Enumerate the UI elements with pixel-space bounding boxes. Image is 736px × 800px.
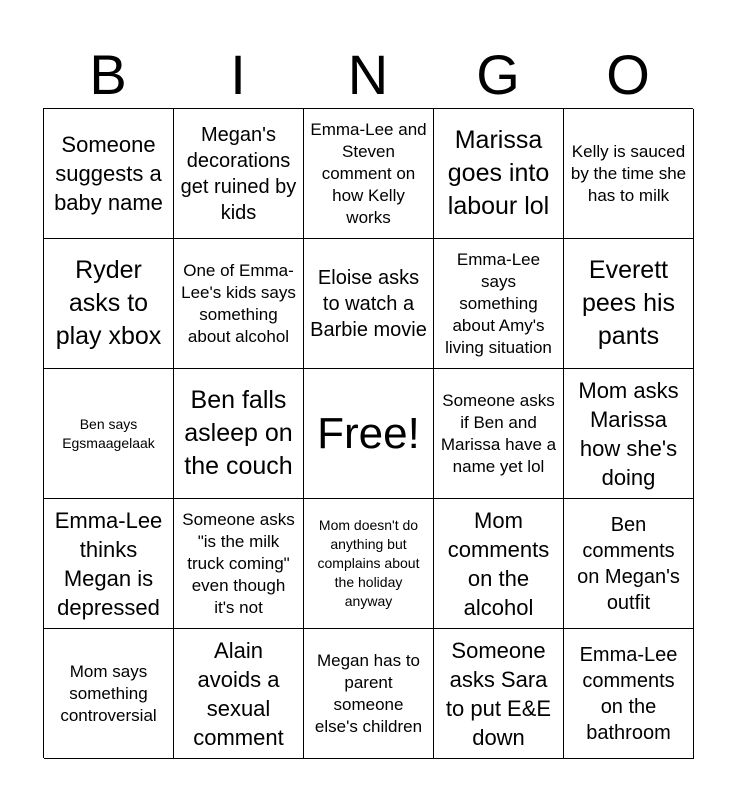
- bingo-cell-free[interactable]: [304, 369, 434, 499]
- bingo-cell-text: Megan has to parent someone else's children: [314, 650, 423, 736]
- bingo-cell-text: Someone asks Sara to put E&E down: [445, 637, 552, 750]
- bingo-cell[interactable]: [44, 369, 174, 499]
- bingo-cell[interactable]: [174, 629, 304, 759]
- bingo-cell-text: Ben falls asleep on the couch: [184, 386, 293, 480]
- bingo-cell[interactable]: [434, 109, 564, 239]
- bingo-cell[interactable]: [304, 499, 434, 629]
- bingo-cell[interactable]: [564, 629, 694, 759]
- free-space-label: Free!: [317, 408, 420, 458]
- header-letter-g: G: [476, 43, 520, 106]
- bingo-cell-text: Emma-Lee thinks Megan is depressed: [54, 507, 163, 620]
- bingo-header: [43, 40, 693, 108]
- bingo-cell-text: One of Emma-Lee's kids says something about alcohol: [181, 260, 296, 346]
- header-letter-n: N: [347, 43, 389, 106]
- bingo-cell-text: Emma-Lee says something about Amy's living situation: [445, 249, 552, 357]
- bingo-cell[interactable]: [44, 239, 174, 369]
- bingo-cell[interactable]: [304, 239, 434, 369]
- bingo-cell-text: Ryder asks to play xbox: [55, 256, 162, 350]
- header-letter-b: B: [89, 43, 127, 106]
- bingo-cell[interactable]: [564, 499, 694, 629]
- bingo-cell[interactable]: [564, 239, 694, 369]
- header-letter-o: O: [606, 43, 650, 106]
- bingo-cell[interactable]: [434, 499, 564, 629]
- bingo-cell[interactable]: [44, 629, 174, 759]
- bingo-cell-text: Emma-Lee and Steven comment on how Kelly works: [310, 119, 427, 227]
- bingo-cell-text: Everett pees his pants: [581, 256, 676, 350]
- bingo-cell[interactable]: [174, 499, 304, 629]
- bingo-cell[interactable]: [434, 369, 564, 499]
- bingo-cell-text: Alain avoids a sexual comment: [193, 637, 284, 750]
- bingo-cell[interactable]: [174, 369, 304, 499]
- bingo-cell[interactable]: [174, 239, 304, 369]
- bingo-cell-text: Mom doesn't do anything but complains about the holiday anyway: [317, 517, 420, 609]
- bingo-cell-text: Someone suggests a baby name: [54, 132, 163, 215]
- bingo-cell-text: Emma-Lee comments on the bathroom: [579, 643, 678, 744]
- bingo-cell[interactable]: [434, 629, 564, 759]
- bingo-cell-text: Mom comments on the alcohol: [447, 507, 550, 620]
- bingo-cell-text: Marissa goes into labour lol: [447, 126, 550, 220]
- bingo-cell-text: Ben comments on Megan's outfit: [577, 513, 680, 614]
- bingo-cell-text: Megan's decorations get ruined by kids: [180, 123, 297, 224]
- bingo-board: [43, 108, 693, 758]
- bingo-cell[interactable]: [174, 109, 304, 239]
- bingo-cell-text: Someone asks if Ben and Marissa have a name yet lol: [440, 390, 557, 476]
- bingo-cell[interactable]: [44, 499, 174, 629]
- header-letter-i: I: [230, 43, 246, 106]
- bingo-cell[interactable]: [434, 239, 564, 369]
- bingo-cell-text: Mom says something controversial: [60, 661, 157, 725]
- bingo-cell-text: Mom asks Marissa how she's doing: [578, 377, 679, 490]
- bingo-cell-text: Someone asks "is the milk truck coming" even though it's not: [182, 509, 295, 617]
- bingo-cell-text: Kelly is sauced by the time she has to milk: [570, 141, 687, 205]
- bingo-cell[interactable]: [564, 109, 694, 239]
- bingo-cell[interactable]: [304, 629, 434, 759]
- bingo-cell[interactable]: [304, 109, 434, 239]
- bingo-cell-text: Eloise asks to watch a Barbie movie: [310, 266, 427, 341]
- bingo-cell[interactable]: [44, 109, 174, 239]
- bingo-cell-text: Ben says Egsmaagelaak: [62, 415, 155, 451]
- bingo-cell[interactable]: [564, 369, 694, 499]
